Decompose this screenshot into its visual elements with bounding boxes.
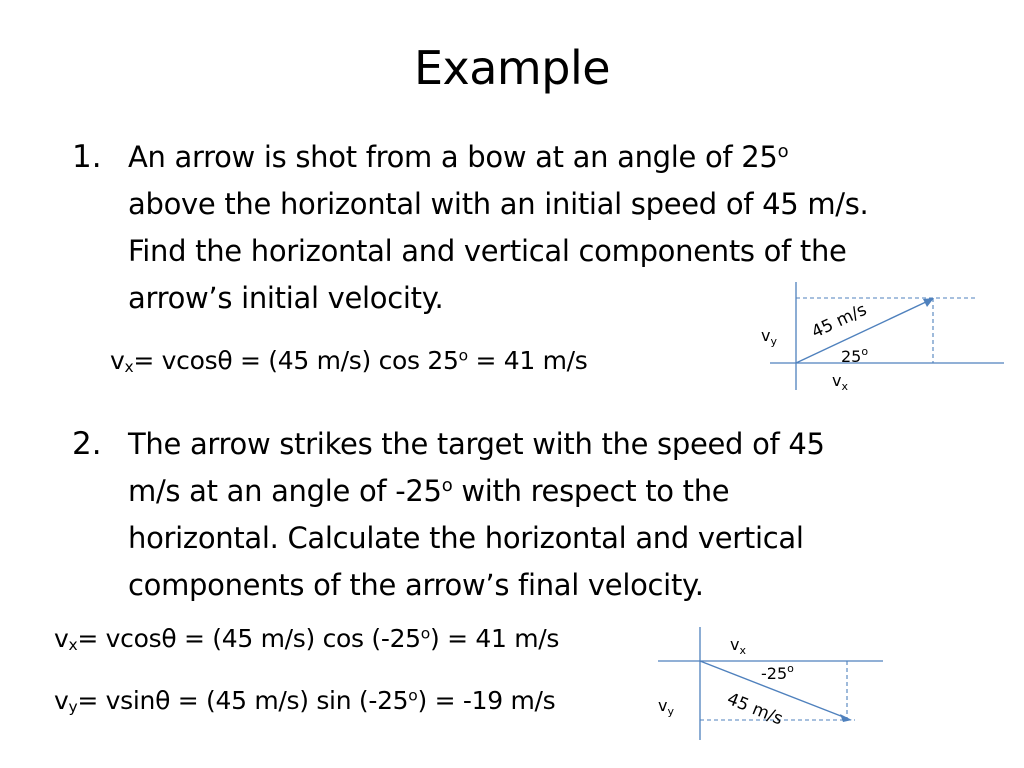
item-1-line-4: arrow’s initial velocity. [128,281,444,315]
velocity-diagram-2 [640,625,900,750]
item-2-number: 2. [72,426,102,462]
equation-vx-1: $v_x= vcos\theta = (45$ m/s) $\cos 25^o = 41$ m/s [110,346,588,377]
diagram-1-speed-label: 45 m/s [808,299,870,343]
diagram-2-speed-label: 45 m/s [724,689,786,730]
diagram-2-vx-label: $v_x$ [730,635,746,657]
item-1-number: 1. [72,139,102,175]
item-1-line-2: above the horizontal with an initial speed of 45 m/s. [128,187,869,221]
item-2-line-4: components of the arrow’s final velocity. [128,568,704,602]
item-1-line-3: Find the horizontal and vertical components of the [128,234,847,268]
diagram-2-angle-label: -25$^o$ [761,662,794,683]
item-1-line-1: An arrow is shot from a bow at an angle of 25$^o$ [128,140,789,174]
diagram-1-angle-label: 25$^o$ [841,345,869,366]
diagram-1-vx-label: $v_x$ [832,371,848,393]
diagram-2-arrowhead [840,714,852,722]
equation-vy-2: $v_y= vsin\theta = (45$ m/s) $\sin (-25^o) = -19$ m/s [54,686,556,717]
equation-vx-2: $v_x= vcos\theta = (45$ m/s) $\cos (-25^o) = 41$ m/s [54,624,560,655]
item-2-text [128,421,1008,609]
item-2-line-1: The arrow strikes the target with the speed of 45 [128,427,825,461]
slide-title: Example [413,41,611,95]
item-2-line-2: m/s at an angle of -25$^o$ with respect to the [128,474,730,508]
diagram-1-vy-label: $v_y$ [761,326,777,348]
velocity-diagram-1 [740,280,1010,405]
diagram-2-vy-label: $v_y$ [658,696,674,718]
item-2-line-3: horizontal. Calculate the horizontal and vertical [128,521,804,555]
